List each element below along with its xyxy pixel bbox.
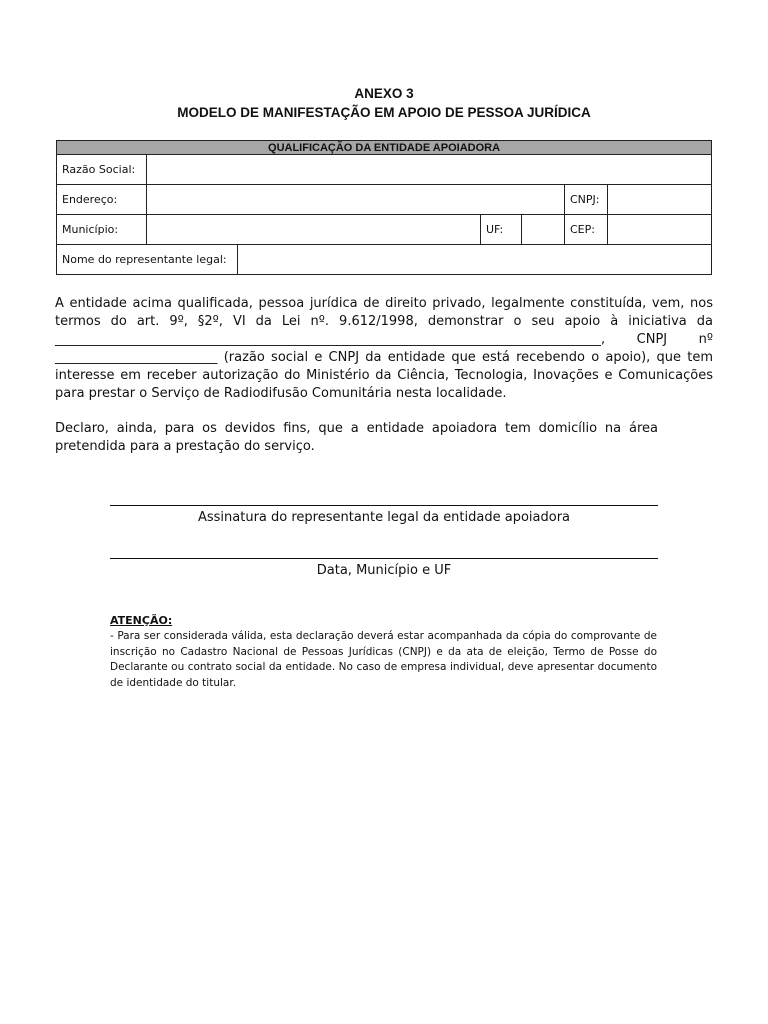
uf-label: UF: xyxy=(481,215,522,245)
cep-label: CEP: xyxy=(565,215,608,245)
cnpj-field[interactable] xyxy=(608,185,712,215)
representante-field[interactable] xyxy=(238,245,712,275)
endereco-field[interactable] xyxy=(147,185,565,215)
cnpj-label: CNPJ: xyxy=(565,185,608,215)
domicile-paragraph: Declaro, ainda, para os devidos fins, que a entidade apoiadora tem domicílio na área pretendida para a prestação do serviço. xyxy=(55,421,658,454)
attention-title: ATENÇÃO: xyxy=(110,614,173,627)
date-caption: Data, Município e UF xyxy=(316,563,452,578)
razao-social-label: Razão Social: xyxy=(57,155,147,185)
qualification-table xyxy=(56,140,712,275)
razao-social-field[interactable] xyxy=(147,155,712,185)
uf-field[interactable] xyxy=(522,215,565,245)
document-title: MODELO DE MANIFESTAÇÃO EM APOIO DE PESSOA JURÍDICA xyxy=(177,105,591,120)
cep-field[interactable] xyxy=(608,215,712,245)
qualification-heading: QUALIFICAÇÃO DA ENTIDADE APOIADORA xyxy=(57,141,712,155)
signature-line xyxy=(110,505,658,506)
attention-text: - Para ser considerada válida, esta declaração deverá estar acompanhada da cópia do comprovante de inscrição no Cadastro Nacional de Pessoas Jurídicas (CNPJ) e da ata de eleição, Termo de Posse do Declarante ou contrato social da entidade. No caso de empresa individual, deve apresentar documento de identidade do titular. xyxy=(110,630,657,689)
municipio-field[interactable] xyxy=(147,215,481,245)
date-line xyxy=(110,558,658,559)
representante-label: Nome do representante legal: xyxy=(57,245,238,275)
municipio-label: Município: xyxy=(57,215,147,245)
annex-number: ANEXO 3 xyxy=(354,86,414,101)
support-paragraph: A entidade acima qualificada, pessoa jurídica de direito privado, legalmente constituída, vem, nos termos do art. 9º, §2º, VI da Lei nº. 9.612/1998, demonstrar o seu apoio à iniciativa da ____________________________________________________________________________________, CNPJ nº _________________________ (razão social e CNPJ da entidade que está recebendo o apoio), que tem interesse em receber autorização do Ministério da Ciência, Tecnologia, Inovações e Comunicações para prestar o Serviço de Radiodifusão Comunitária nesta localidade. xyxy=(55,296,713,401)
endereco-label: Endereço: xyxy=(57,185,147,215)
signature-caption: Assinatura do representante legal da entidade apoiadora xyxy=(197,510,571,525)
